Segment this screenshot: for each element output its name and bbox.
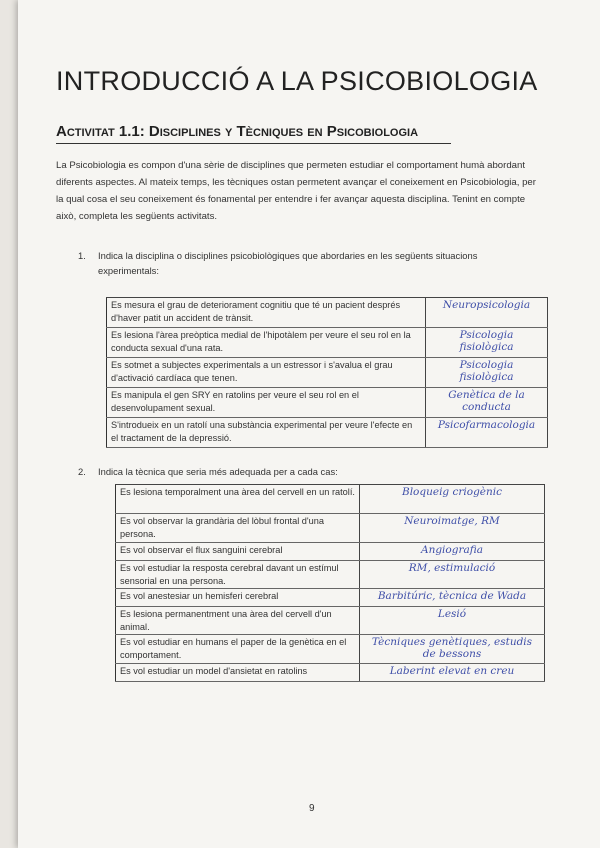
table-row	[115, 561, 545, 589]
row-answer[interactable]: Angiografia	[360, 543, 545, 560]
row-answer[interactable]: Tècniques genètiques, estudis de bessons	[360, 635, 545, 663]
row-prompt: Es lesiona permanentment una àrea del cervell d'un animal.	[115, 607, 360, 634]
question-2	[78, 464, 548, 480]
table-row	[115, 589, 545, 607]
question-1-table	[106, 297, 548, 448]
row-prompt: Es lesiona l'àrea preòptica medial de l'hipotàlem per veure el seu rol en la conducta sexual d'una rata.	[106, 328, 426, 357]
row-answer[interactable]: Genètica de la conducta	[426, 388, 548, 417]
row-answer[interactable]: Barbitúric, tècnica de Wada	[360, 589, 545, 606]
question-1-number: 1.	[78, 250, 86, 261]
question-1-text: Indica la disciplina o disciplines psicobiològiques que abordaries en les següents situacions experimentals:	[98, 250, 478, 276]
page-number: 9	[309, 803, 315, 814]
table-row	[115, 664, 545, 682]
table-row	[106, 328, 548, 358]
row-answer[interactable]: Neuropsicologia	[426, 298, 548, 327]
table-row	[115, 607, 545, 635]
row-answer[interactable]: Psicologia fisiològica	[426, 328, 548, 357]
row-prompt: Es lesiona temporalment una àrea del cervell en un ratolí.	[115, 485, 360, 513]
row-prompt: Es vol estudiar en humans el paper de la genètica en el comportament.	[115, 635, 360, 663]
row-answer[interactable]: RM, estimulació	[360, 561, 545, 588]
table-row	[106, 418, 548, 448]
row-answer[interactable]: Lesió	[360, 607, 545, 634]
document-page	[18, 0, 600, 848]
page-title: INTRODUCCIÓ A LA PSICOBIOLOGIA	[56, 66, 538, 96]
question-2-table	[115, 484, 545, 682]
row-prompt: Es vol observar la grandària del lòbul frontal d'una persona.	[115, 514, 360, 542]
row-prompt: Es vol observar el flux sanguini cerebral	[115, 543, 360, 560]
table-row	[106, 388, 548, 418]
row-answer[interactable]: Bloqueig criogènic	[360, 485, 545, 513]
table-row	[115, 543, 545, 561]
row-prompt: Es vol estudiar la resposta cerebral davant un estímul sensorial en una persona.	[115, 561, 360, 588]
row-prompt: Es vol anestesiar un hemisferi cerebral	[115, 589, 360, 606]
activity-subtitle: Activitat 1.1: Disciplines y Tècniques en Psicobiologia	[56, 123, 451, 144]
table-row	[115, 635, 545, 664]
intro-paragraph: La Psicobiologia es compon d'una sèrie de disciplines que permeten estudiar el comportament humà abordant diferents aspectes. Al mateix temps, les tècniques ostan permetent avançar el coneixement en Psicobiologia, per la qual cosa el seu coneixement és fonamental per entendre i fer avançar aquesta disciplina. Tenint en compte això, completa les següents activitats.	[56, 160, 536, 222]
question-1	[78, 248, 548, 280]
table-row	[106, 298, 548, 328]
row-prompt: Es manipula el gen SRY en ratolins per veure el seu rol en el desenvolupament sexual.	[106, 388, 426, 417]
table-row	[115, 485, 545, 514]
row-answer[interactable]: Laberint elevat en creu	[360, 664, 545, 681]
question-2-text: Indica la tècnica que seria més adequada per a cada cas:	[98, 466, 338, 477]
row-answer[interactable]: Neuroimatge, RM	[360, 514, 545, 542]
row-answer[interactable]: Psicologia fisiològica	[426, 358, 548, 387]
row-prompt: S'introdueix en un ratolí una substància experimental per veure l'efecte en el tractament de la depressió.	[106, 418, 426, 447]
row-prompt: Es sotmet a subjectes experimentals a un estressor i s'avalua el grau d'activació cardíaca que tenen.	[106, 358, 426, 387]
table-row	[115, 514, 545, 543]
row-answer[interactable]: Psicofarmacologia	[426, 418, 548, 447]
question-2-number: 2.	[78, 466, 86, 477]
table-row	[106, 358, 548, 388]
row-prompt: Es vol estudiar un model d'ansietat en ratolins	[115, 664, 360, 681]
row-prompt: Es mesura el grau de deteriorament cognitiu que té un pacient després d'haver patit un accident de trànsit.	[106, 298, 426, 327]
